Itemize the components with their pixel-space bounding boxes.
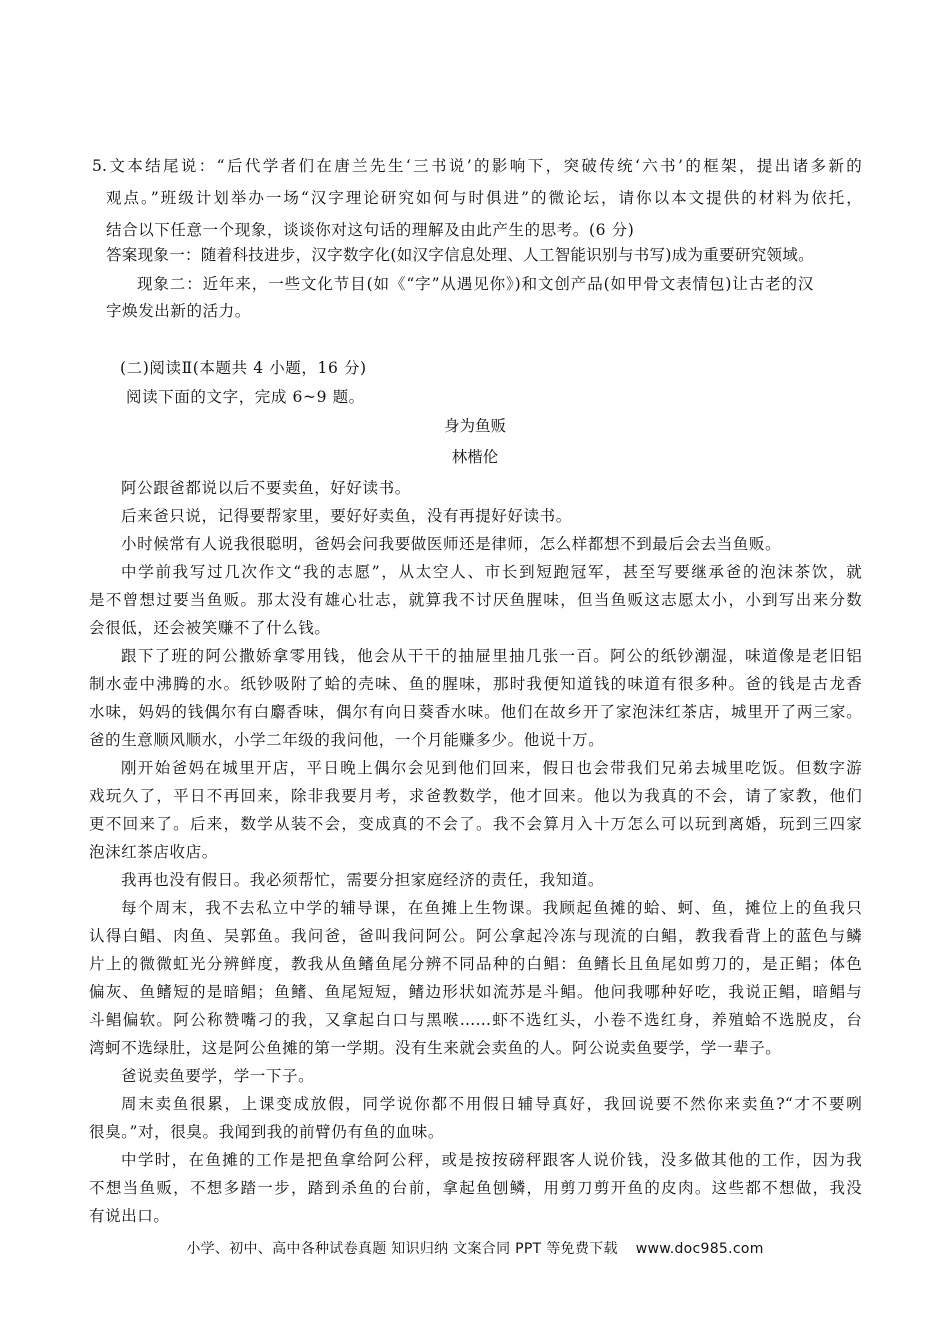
text-line: 爸说卖鱼要学，学一下子。 — [121, 1067, 315, 1085]
answer-line-1: 答案现象一：随着科技进步，汉字数字化(如汉字信息处理、人工智能识别与书写)成为重要研究领域。 — [106, 246, 814, 264]
text-line: 周末卖鱼很累，上课变成放假，同学说你都不用假日辅导真好，我回说要不然你来卖鱼?“才不要咧 — [121, 1095, 862, 1113]
text-line: 我再也没有假日。我必须帮忙，需要分担家庭经济的责任，我知道。 — [121, 871, 605, 889]
footer-text: 小学、初中、高中各种试卷真题 知识归纳 文案合同 PPT 等免费下载 — [186, 1241, 618, 1257]
text-line: 中学前我写过几次作文“我的志愿”，从太空人、市长到短跑冠军，甚至写要继承爸的泡沫茶饮，就 — [121, 563, 862, 581]
text-line: 爸的生意顺风顺水，小学二年级的我问他，一个月能赚多少。他说十万。 — [89, 731, 605, 749]
section-instruction: 阅读下面的文字，完成 6~9 题。 — [126, 388, 365, 406]
q5-line-1: 5.文本结尾说：“后代学者们在唐兰先生‘三书说’的影响下，突破传统‘六书’的框架，提出诸多新的 — [92, 157, 862, 175]
page-footer — [0, 1238, 950, 1258]
text-line: 泡沫红茶店收店。 — [89, 843, 218, 861]
text-line: 戏玩久了，平日不再回来，除非我要月考，求爸教数学，他才回来。他以为我真的不会，请了家教，他们 — [89, 787, 862, 805]
text-line: 不想当鱼贩，不想多踏一步，踏到杀鱼的台前，拿起鱼刨鳞，用剪刀剪开鱼的皮肉。这些都不想做，我没 — [89, 1179, 862, 1197]
text-line: 很臭。”对，很臭。我闻到我的前臂仍有鱼的血味。 — [89, 1123, 444, 1141]
text-line: 偏灰、鱼鳍短的是暗鲳；鱼鳍、鱼尾短短，鳍边形状如流苏是斗鲳。他问我哪种好吃，我说正鲳，暗鲳与 — [89, 983, 862, 1001]
q5-line-3: 结合以下任意一个现象，谈谈你对这句话的理解及由此产生的思考。(6 分) — [106, 221, 635, 239]
text-line: 有说出口。 — [89, 1207, 170, 1225]
text-line: 后来爸只说，记得要帮家里，要好好卖鱼，没有再提好好读书。 — [121, 507, 572, 525]
article-author: 林楷伦 — [451, 448, 499, 466]
text-line: 会很低，还会被笑赚不了什么钱。 — [89, 619, 331, 637]
text-line: 小时候常有人说我很聪明，爸妈会问我要做医师还是律师，怎么样都想不到最后会去当鱼贩。 — [121, 535, 782, 553]
text-line: 斗鲳偏软。阿公称赞嘴刁的我，又拿起白口与黑喉……虾不选红头，小卷不选红身，养殖蛤不选脱皮，台 — [89, 1011, 862, 1029]
text-line: 认得白鲳、肉鱼、吴郭鱼。我问爸，爸叫我问阿公。阿公拿起冷冻与现流的白鲳，教我看背上的蓝色与鳞 — [89, 927, 862, 945]
text-line: 是不曾想过要当鱼贩。那太没有雄心壮志，就算我不讨厌鱼腥味，但当鱼贩这志愿太小，小到写出来分数 — [89, 591, 862, 609]
answer-line-3: 字焕发出新的活力。 — [106, 302, 251, 320]
text-line: 水味，妈妈的钱偶尔有白麝香味，偶尔有向日葵香水味。他们在故乡开了家泡沫红茶店，城里开了两三家。 — [89, 703, 862, 721]
section-heading: (二)阅读Ⅱ(本题共 4 小题，16 分) — [120, 359, 367, 377]
text-line: 片上的微微虹光分辨鲜度，教我从鱼鳍鱼尾分辨不同品种的白鲳：鱼鳍长且鱼尾如剪刀的，是正鲳；体色 — [89, 955, 862, 973]
text-line: 刚开始爸妈在城里开店，平日晚上偶尔会见到他们回来，假日也会带我们兄弟去城里吃饭。但数字游 — [121, 759, 862, 777]
text-line: 湾蚵不选绿肚，这是阿公鱼摊的第一学期。没有生来就会卖鱼的人。阿公说卖鱼要学，学一辈子。 — [89, 1039, 782, 1057]
q5-line-2: 观点。”班级计划举办一场“汉字理论研究如何与时俱进”的微论坛，请你以本文提供的材料为依托， — [106, 189, 862, 207]
text-line: 中学时，在鱼摊的工作是把鱼拿给阿公秤，或是按按磅秤跟客人说价钱，没多做其他的工作，因为我 — [121, 1151, 862, 1169]
text-line: 更不回来了。后来，数学从装不会，变成真的不会了。我不会算月入十万怎么可以玩到离婚，玩到三四家 — [89, 815, 862, 833]
footer-website-link[interactable]: www.doc985.com — [635, 1241, 764, 1257]
article-title: 身为鱼贩 — [443, 417, 506, 435]
answer-line-2: 现象二：近年来，一些文化节目(如《“字”从遇见你》)和文创产品(如甲骨文表情包)让古老的汉 — [137, 275, 815, 293]
text-line: 制水壶中沸腾的水。纸钞吸附了蛤的壳味、鱼的腥味，那时我便知道钱的味道有很多种。爸的钱是古龙香 — [89, 675, 862, 693]
text-line: 每个周末，我不去私立中学的辅导课，在鱼摊上生物课。我顾起鱼摊的蛤、蚵、鱼，摊位上的鱼我只 — [121, 899, 862, 917]
text-line: 跟下了班的阿公撒娇拿零用钱，他会从干干的抽屉里抽几张一百。阿公的纸钞潮湿，味道像是老旧铝 — [121, 647, 862, 665]
text-line: 阿公跟爸都说以后不要卖鱼，好好读书。 — [121, 479, 411, 497]
